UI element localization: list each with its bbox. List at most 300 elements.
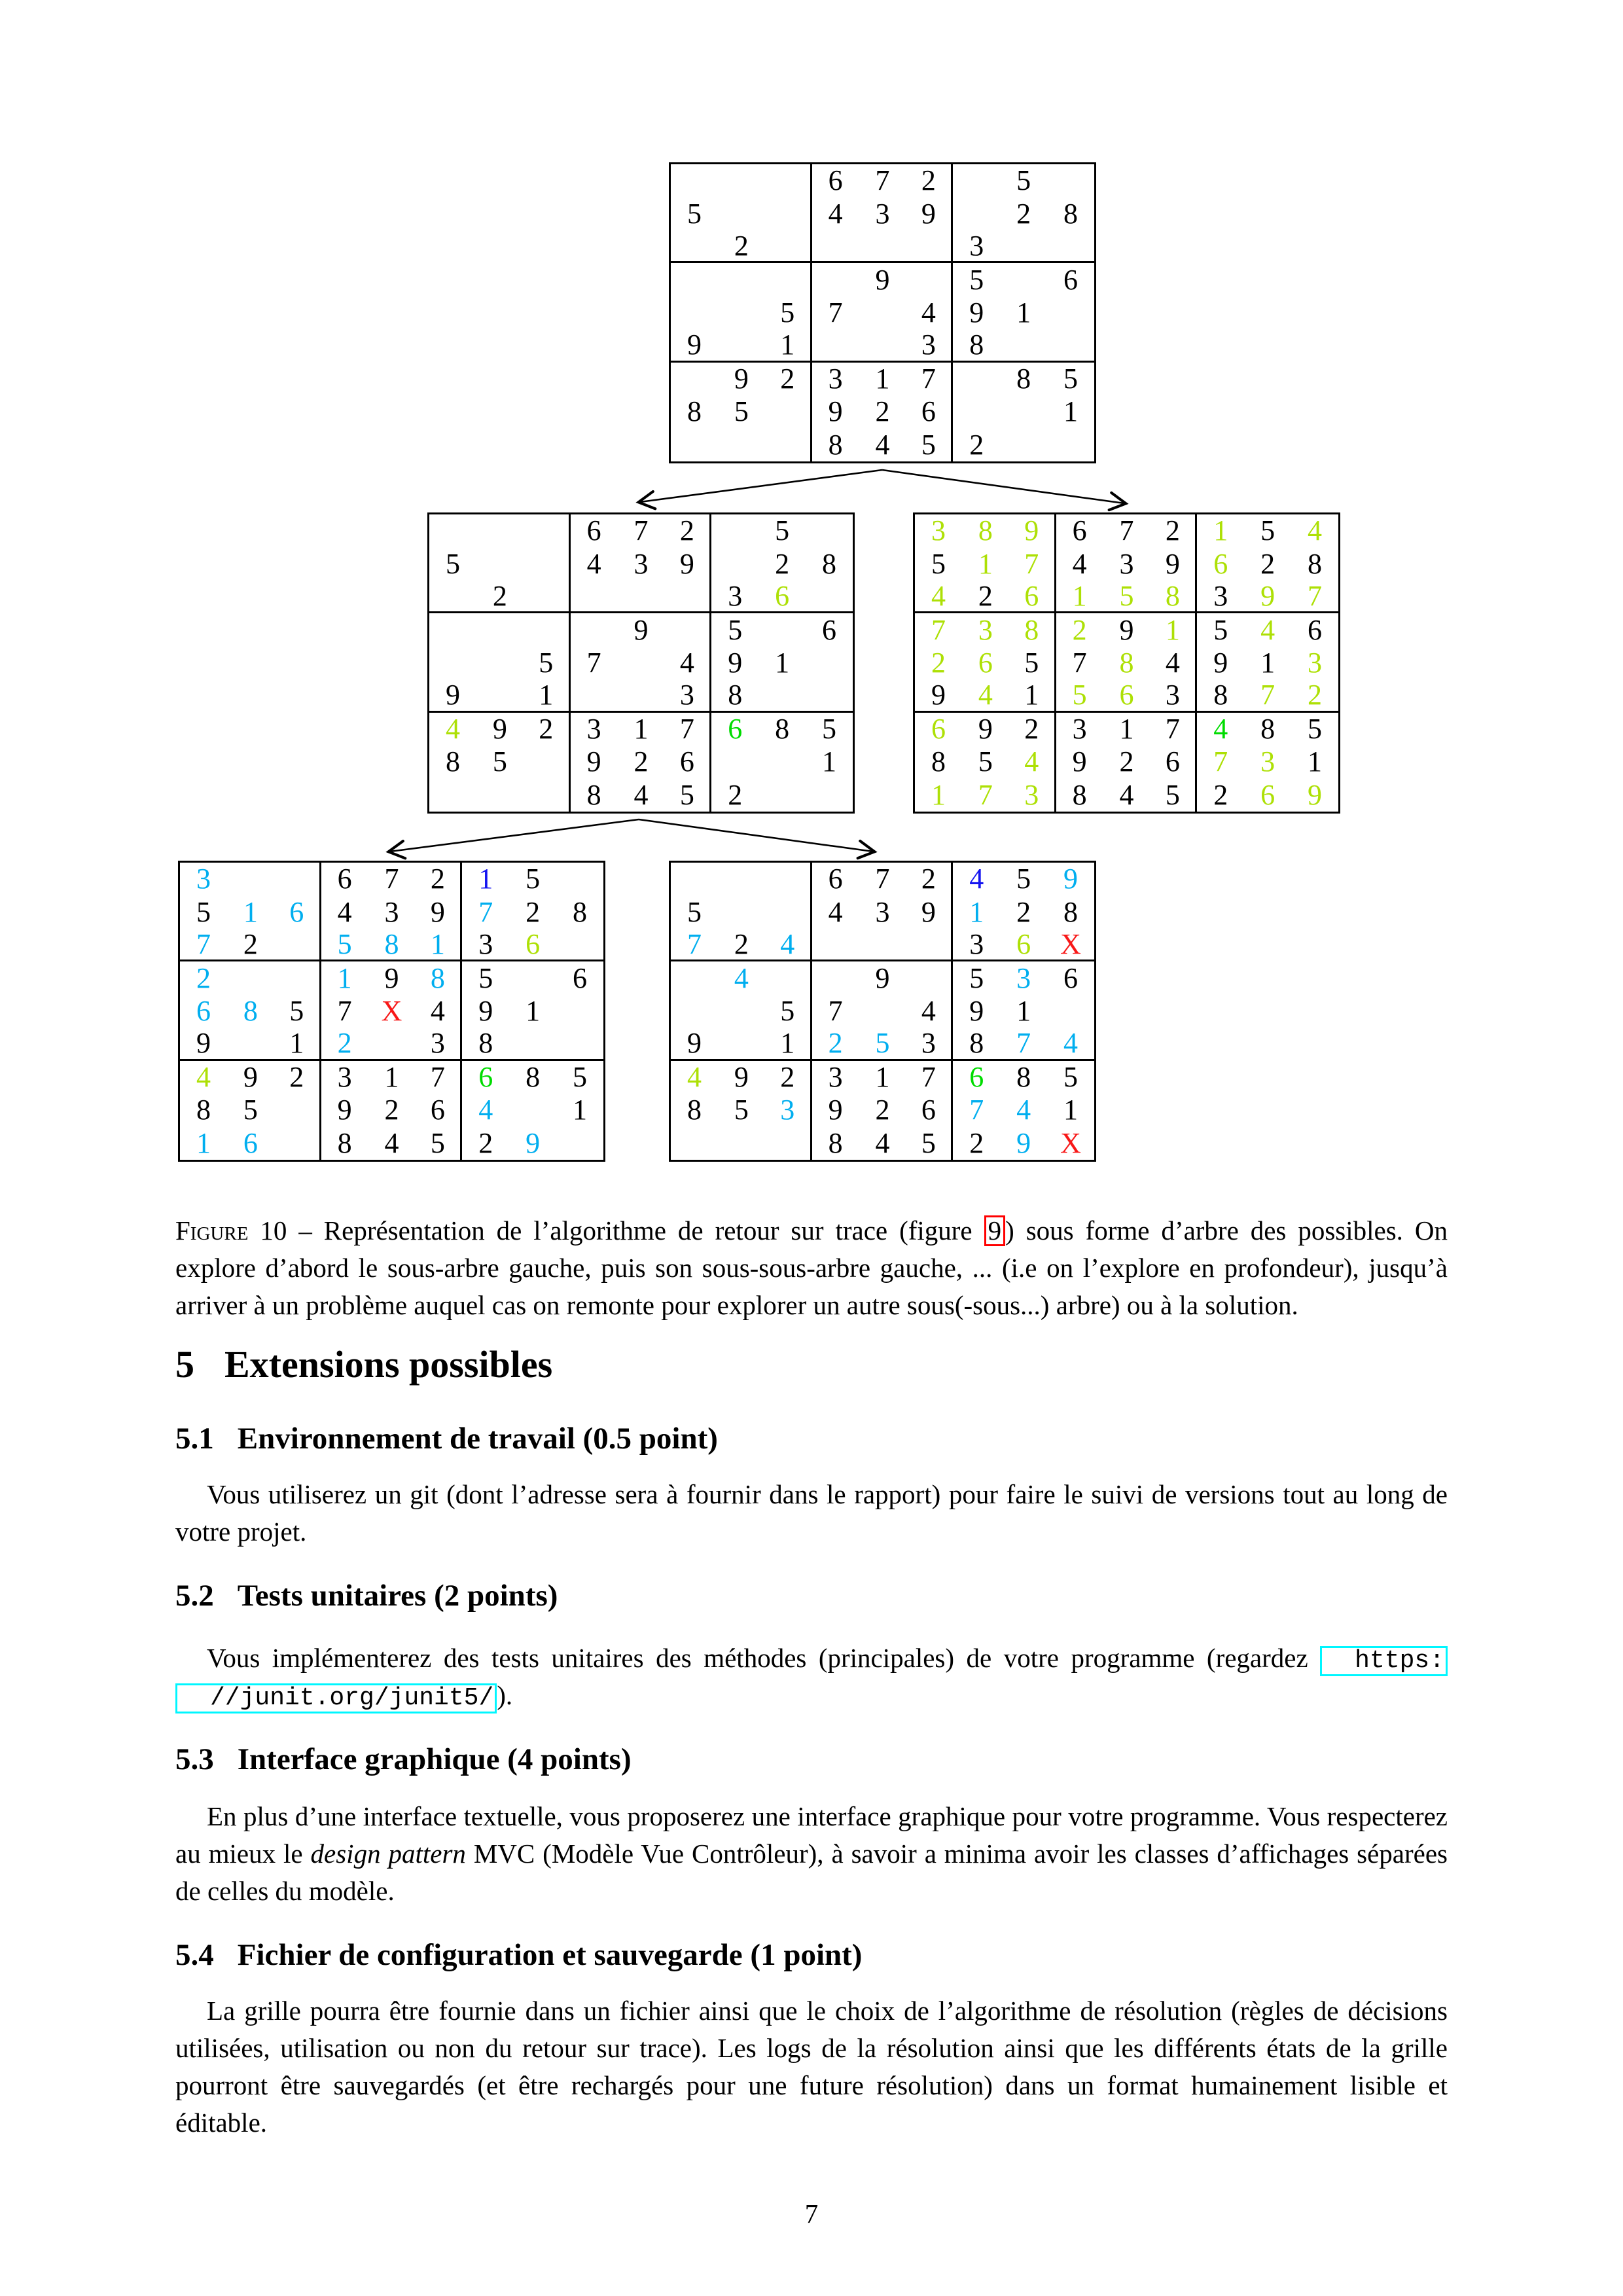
sudoku-cell: 8: [337, 1126, 352, 1159]
sudoku-cell: [571, 679, 618, 712]
sudoku-cell: 9: [969, 994, 984, 1027]
sudoku-cell: 6: [822, 613, 837, 646]
sudoku-cell: 7: [828, 994, 843, 1027]
sudoku-cell: 3: [633, 547, 649, 580]
sudoku-cell: [524, 745, 571, 778]
sudoku-cell: 2: [962, 581, 1009, 613]
sudoku-cell: 2: [321, 1028, 368, 1060]
sudoku-cell: 4: [586, 547, 601, 580]
sudoku-cell: 1: [969, 895, 984, 928]
sudoku-cell: 5: [765, 296, 812, 329]
sudoku-cell: [664, 613, 711, 646]
sudoku-cell: 4: [687, 1060, 702, 1093]
sudoku-cell: 1: [573, 1094, 588, 1126]
sudoku-grid-bottom-right: [669, 861, 1096, 1162]
sudoku-cell: 9: [492, 712, 507, 745]
sudoku-cell: 5: [765, 995, 812, 1028]
sudoku-cell: [953, 363, 1000, 395]
sudoku-cell: 9: [180, 1028, 227, 1060]
sudoku-cell: 9: [906, 895, 953, 928]
sudoku-cell: 4: [478, 1094, 493, 1126]
sudoku-cell: 4: [915, 581, 962, 613]
sudoku-cell: 3: [415, 1028, 462, 1060]
sudoku-cell: [1000, 230, 1047, 263]
sudoku-cell: X: [381, 994, 402, 1027]
sudoku-cell: 9: [1150, 547, 1197, 580]
sudoku-cell: 1: [875, 1060, 890, 1093]
sudoku-cell: 8: [573, 895, 588, 928]
sudoku-cell: [718, 895, 765, 928]
sudoku-cell: 7: [671, 929, 718, 961]
section-number: 5.2: [175, 1579, 214, 1613]
sudoku-cell: 1: [274, 1028, 321, 1060]
sudoku-cell: 8: [953, 329, 1000, 362]
sudoku-cell: 1: [875, 362, 890, 395]
sudoku-cell: 5: [415, 1127, 462, 1160]
sudoku-cell: 7: [1150, 713, 1197, 745]
sudoku-cell: 3: [875, 197, 890, 230]
sudoku-cell: [524, 547, 571, 580]
sudoku-cell: 4: [633, 778, 649, 811]
sudoku-cell: [953, 164, 1000, 197]
sudoku-cell: [1000, 395, 1047, 428]
sudoku-cell: 7: [1291, 581, 1338, 613]
sudoku-cell: [758, 779, 806, 812]
sudoku-cell: 4: [1150, 647, 1197, 679]
sudoku-cell: 8: [1016, 362, 1031, 395]
sudoku-cell: 3: [906, 329, 953, 362]
sudoku-cell: 7: [478, 895, 493, 928]
sudoku-cell: 8: [1308, 547, 1323, 580]
sudoku-cell: [1047, 230, 1094, 263]
sudoku-cell: 3: [337, 1060, 352, 1093]
sudoku-cell: 3: [875, 895, 890, 928]
sudoku-cell: 9: [969, 296, 984, 329]
sudoku-cell: [812, 929, 859, 961]
sudoku-cell: 1: [775, 646, 790, 679]
sudoku-cell: 1: [1016, 296, 1031, 329]
sudoku-cell: 7: [906, 363, 953, 395]
sudoku-cell: [718, 164, 765, 197]
sudoku-cell: 3: [978, 613, 993, 646]
sudoku-cell: 1: [384, 1060, 399, 1093]
sudoku-cell: 6: [758, 581, 806, 613]
sudoku-cell: [429, 514, 476, 547]
sudoku-cell: [671, 995, 718, 1028]
sudoku-cell: 4: [1047, 1028, 1094, 1060]
design-pattern-italic: design pattern: [310, 1839, 466, 1869]
sudoku-cell: 4: [765, 929, 812, 961]
sudoku-cell: 4: [1308, 514, 1323, 547]
sudoku-cell: [556, 929, 603, 961]
sudoku-cell: 1: [931, 778, 946, 811]
sudoku-cell: 2: [875, 395, 890, 428]
sudoku-cell: 9: [415, 895, 462, 928]
sudoku-cell: 7: [906, 1061, 953, 1094]
sudoku-cell: 2: [931, 646, 946, 679]
sudoku-cell: 5: [859, 1028, 906, 1060]
sudoku-cell: 8: [775, 712, 790, 745]
sudoku-cell: 6: [728, 712, 743, 745]
sudoku-cell: 6: [664, 745, 711, 778]
sudoku-cell: 9: [526, 1126, 541, 1159]
sudoku-cell: 8: [196, 1094, 211, 1126]
sudoku-cell: [671, 263, 718, 296]
sudoku-cell: [711, 514, 758, 547]
sudoku-cell: 9: [478, 994, 493, 1027]
sudoku-cell: [718, 197, 765, 230]
sudoku-cell: 5: [931, 547, 946, 580]
sudoku-cell: [429, 613, 476, 646]
sudoku-cell: 3: [1072, 712, 1087, 745]
sudoku-cell: 7: [931, 613, 946, 646]
section-5-3-paragraph: [175, 1798, 1448, 1910]
sudoku-cell: [765, 863, 812, 895]
sudoku-cell: [664, 581, 711, 613]
sudoku-cell: 9: [633, 613, 649, 646]
sudoku-grid-bottom-left: [178, 861, 605, 1162]
sudoku-cell: 1: [1063, 395, 1079, 428]
sudoku-cell: 4: [969, 863, 984, 895]
sudoku-cell: 9: [337, 1094, 352, 1126]
sudoku-cell: [1047, 164, 1094, 197]
sudoku-cell: 3: [664, 679, 711, 712]
sudoku-cell: 5: [969, 263, 984, 296]
sudoku-cell: [274, 863, 321, 895]
paragraph-text: MVC (Modèle Vue Contrôleur), à savoir a minima avoir les classes d’affichages séparées de celles du modèle.: [175, 1839, 1448, 1906]
sudoku-cell: 9: [734, 362, 749, 395]
sudoku-cell: 5: [196, 895, 211, 928]
sudoku-cell: 6: [931, 712, 946, 745]
sudoku-cell: [812, 961, 859, 994]
sudoku-cell: 6: [1063, 961, 1079, 994]
sudoku-cell: 2: [875, 1094, 890, 1126]
sudoku-cell: 7: [978, 778, 993, 811]
sudoku-cell: 5: [775, 514, 790, 547]
sudoku-cell: [906, 230, 953, 263]
sudoku-cell: [953, 197, 1000, 230]
sudoku-cell: [1000, 429, 1047, 461]
sudoku-cell: 7: [337, 994, 352, 1027]
sudoku-cell: [718, 263, 765, 296]
section-5-3-heading: [175, 1742, 1448, 1777]
section-number: 5.3: [175, 1742, 214, 1776]
sudoku-cell: 1: [822, 745, 837, 778]
sudoku-cell: 1: [1150, 613, 1197, 646]
sudoku-cell: 7: [1000, 1028, 1047, 1060]
sudoku-cell: 9: [429, 679, 476, 712]
section-5-heading: [175, 1344, 1448, 1386]
sudoku-cell: 7: [969, 1094, 984, 1126]
sudoku-cell: 7: [633, 514, 649, 547]
sudoku-cell: 1: [978, 547, 993, 580]
sudoku-cell: 5: [1016, 164, 1031, 197]
sudoku-cell: 4: [1213, 712, 1228, 745]
sudoku-cell: 8: [586, 778, 601, 811]
sudoku-cell: X: [1047, 929, 1094, 961]
sudoku-cell: [556, 1028, 603, 1060]
sudoku-cell: 6: [1260, 778, 1275, 811]
section-5-4-heading: [175, 1937, 1448, 1973]
sudoku-cell: [509, 961, 556, 994]
sudoku-cell: 8: [687, 395, 702, 428]
sudoku-cell: 9: [734, 1060, 749, 1093]
sudoku-cell: 4: [734, 961, 749, 994]
sudoku-cell: 6: [337, 863, 352, 895]
sudoku-cell: 5: [906, 1127, 953, 1160]
sudoku-cell: [476, 613, 524, 646]
sudoku-cell: 5: [978, 745, 993, 778]
paragraph-text: Vous implémenterez des tests unitaires des méthodes (principales) de votre programme (regardez: [207, 1643, 1321, 1673]
sudoku-cell: [718, 296, 765, 329]
sudoku-cell: 6: [828, 164, 843, 197]
sudoku-cell: 5: [969, 961, 984, 994]
sudoku-cell: 6: [243, 1126, 258, 1159]
sudoku-cell: 8: [953, 1028, 1000, 1060]
figure-9-reference-link[interactable]: 9: [984, 1215, 1006, 1246]
sudoku-cell: 7: [1244, 679, 1291, 712]
sudoku-cell: [509, 1094, 556, 1126]
sudoku-cell: [718, 863, 765, 895]
sudoku-cell: 1: [1009, 679, 1056, 712]
sudoku-cell: [859, 329, 906, 362]
section-title-text: Environnement de travail (0.5 point): [237, 1422, 718, 1456]
sudoku-cell: [476, 647, 524, 679]
sudoku-cell: [556, 1127, 603, 1160]
sudoku-cell: 2: [1009, 713, 1056, 745]
sudoku-cell: 7: [875, 863, 890, 895]
sudoku-cell: 3: [828, 1060, 843, 1093]
sudoku-cell: [906, 263, 953, 296]
page-number: 7: [804, 2198, 819, 2229]
sudoku-cell: [806, 647, 853, 679]
sudoku-cell: [859, 296, 906, 329]
sudoku-cell: 9: [1016, 1126, 1031, 1159]
sudoku-cell: 6: [586, 514, 601, 547]
sudoku-cell: 3: [1150, 679, 1197, 712]
sudoku-cell: [618, 679, 665, 712]
sudoku-cell: 7: [415, 1061, 462, 1094]
sudoku-cell: 1: [524, 679, 571, 712]
sudoku-cell: 7: [1119, 514, 1134, 547]
sudoku-cell: 1: [1063, 1094, 1079, 1126]
sudoku-cell: 8: [415, 961, 462, 994]
sudoku-cell: 8: [445, 745, 460, 778]
sudoku-cell: 4: [828, 895, 843, 928]
sudoku-cell: 2: [1260, 547, 1275, 580]
sudoku-cell: 5: [524, 647, 571, 679]
sudoku-cell: 7: [828, 296, 843, 329]
sudoku-cell: [618, 647, 665, 679]
sudoku-cell: 9: [915, 679, 962, 712]
sudoku-cell: 6: [478, 1060, 493, 1093]
sudoku-cell: 2: [969, 428, 984, 461]
sudoku-cell: 9: [978, 712, 993, 745]
sudoku-cell: 2: [906, 863, 953, 895]
sudoku-cell: 2: [526, 895, 541, 928]
sudoku-cell: 6: [1072, 514, 1087, 547]
sudoku-cell: 6: [906, 395, 953, 428]
sudoku-cell: [812, 230, 859, 263]
figure-caption-text-after: ) sous forme d’arbre des possibles. On explore d’abord le sous-arbre gauche, puis son sous-sous-arbre gauche, ... (i.e on l’explore en profondeur), jusqu’à arriver à un problème auquel cas on remonte pour explorer un autre sous(-sous...) arbre) ou à la solution.: [175, 1215, 1448, 1320]
sudoku-grid-middle-left: [427, 512, 855, 814]
sudoku-cell: 3: [906, 1028, 953, 1060]
sudoku-cell: 4: [1072, 547, 1087, 580]
section-5-2-paragraph: [175, 1640, 1448, 1714]
sudoku-cell: 4: [196, 1060, 211, 1093]
sudoku-cell: [1000, 263, 1047, 296]
sudoku-cell: 9: [671, 1028, 718, 1060]
junit-url-link[interactable]: https:: [1320, 1646, 1448, 1676]
sudoku-cell: [906, 929, 953, 961]
sudoku-cell: [524, 613, 571, 646]
sudoku-cell: 5: [526, 863, 541, 895]
sudoku-cell: 2: [906, 164, 953, 197]
sudoku-cell: 4: [664, 647, 711, 679]
sudoku-cell: [671, 961, 718, 994]
sudoku-cell: [765, 395, 812, 428]
sudoku-cell: 8: [828, 428, 843, 461]
sudoku-cell: 5: [492, 745, 507, 778]
sudoku-cell: 2: [765, 363, 812, 395]
sudoku-cell: 1: [633, 712, 649, 745]
figure-caption: [175, 1212, 1448, 1324]
sudoku-cell: 2: [384, 1094, 399, 1126]
sudoku-cell: 9: [1009, 514, 1056, 547]
sudoku-cell: 3: [586, 712, 601, 745]
sudoku-cell: 9: [1213, 646, 1228, 679]
sudoku-cell: 2: [478, 1126, 493, 1159]
sudoku-cell: 8: [931, 745, 946, 778]
sudoku-cell: 6: [274, 895, 321, 928]
sudoku-cell: 4: [1016, 1094, 1031, 1126]
sudoku-cell: [718, 1028, 765, 1060]
sudoku-cell: 6: [906, 1094, 953, 1126]
sudoku-cell: 4: [875, 428, 890, 461]
figure-caption-text-before: Représentation de l’algorithme de retour sur trace (figure: [323, 1215, 984, 1246]
sudoku-cell: 5: [478, 961, 493, 994]
sudoku-cell: [859, 995, 906, 1028]
sudoku-cell: [274, 1094, 321, 1126]
sudoku-cell: 3: [1197, 581, 1244, 613]
sudoku-cell: [671, 296, 718, 329]
sudoku-cell: [571, 581, 618, 613]
sudoku-cell: 4: [875, 1126, 890, 1159]
sudoku-cell: [711, 745, 758, 778]
sudoku-cell: 9: [828, 1094, 843, 1126]
sudoku-grid-root: [669, 162, 1096, 463]
sudoku-cell: 4: [906, 296, 953, 329]
sudoku-cell: 8: [1197, 679, 1244, 712]
sudoku-cell: [429, 581, 476, 613]
sudoku-cell: 1: [1260, 646, 1275, 679]
sudoku-cell: [953, 395, 1000, 428]
sudoku-cell: [524, 514, 571, 547]
sudoku-cell: 3: [1016, 961, 1031, 994]
sudoku-cell: 9: [671, 329, 718, 362]
sudoku-cell: 2: [227, 929, 274, 961]
sudoku-cell: 8: [828, 1126, 843, 1159]
sudoku-cell: 1: [765, 1028, 812, 1060]
section-title-text: Extensions possibles: [224, 1343, 553, 1386]
sudoku-cell: 3: [462, 929, 509, 961]
section-5-4-paragraph: La grille pourra être fournie dans un fichier ainsi que le choix de l’algorithme de résolution (règles de décisions utilisées, utilisation ou non du retour sur trace). Les logs de la résolution ainsi que les différents états de la grille pourront être sauvegardés (et être rechargés pour une future résolution) dans un format humainement lisible et éditable.: [175, 1996, 1448, 2138]
sudoku-cell: 8: [978, 514, 993, 547]
sudoku-cell: [274, 961, 321, 994]
sudoku-cell: 8: [1119, 646, 1134, 679]
sudoku-cell: 5: [1260, 514, 1275, 547]
sudoku-cell: 3: [953, 230, 1000, 263]
section-5-2-heading: [175, 1578, 1448, 1613]
sudoku-cell: 1: [196, 1126, 211, 1159]
sudoku-cell: [906, 961, 953, 994]
sudoku-cell: 5: [906, 429, 953, 461]
sudoku-cell: 5: [1213, 613, 1228, 646]
sudoku-cell: [274, 929, 321, 961]
sudoku-cell: 2: [1016, 895, 1031, 928]
sudoku-cell: [618, 581, 665, 613]
sudoku-cell: [671, 230, 718, 263]
sudoku-cell: 4: [962, 679, 1009, 712]
sudoku-cell: 4: [1260, 613, 1275, 646]
sudoku-cell: [806, 779, 853, 812]
sudoku-cell: 9: [664, 547, 711, 580]
sudoku-cell: 3: [1009, 779, 1056, 812]
sudoku-grid-middle-right: [913, 512, 1340, 814]
sudoku-cell: 5: [1009, 647, 1056, 679]
sudoku-cell: [274, 1127, 321, 1160]
sudoku-cell: 8: [526, 1060, 541, 1093]
sudoku-cell: 6: [196, 994, 211, 1027]
sudoku-cell: 4: [906, 995, 953, 1028]
sudoku-cell: 2: [664, 514, 711, 547]
sudoku-cell: 2: [196, 961, 211, 994]
sudoku-cell: [765, 230, 812, 263]
sudoku-cell: 5: [728, 613, 743, 646]
sudoku-cell: [718, 429, 765, 461]
sudoku-cell: 6: [828, 863, 843, 895]
sudoku-cell: 2: [1213, 778, 1228, 811]
sudoku-cell: 7: [664, 713, 711, 745]
sudoku-cell: [524, 779, 571, 812]
sudoku-cell: [524, 581, 571, 613]
paragraph-text: En plus d’une interface textuelle, vous proposerez une interface graphique pour votre programme. Vous respecterez au mieux le: [175, 1801, 1448, 1869]
sudoku-cell: 5: [1016, 863, 1031, 895]
sudoku-cell: 2: [1016, 197, 1031, 230]
sudoku-cell: 6: [509, 929, 556, 961]
text-column: [175, 1212, 1448, 2142]
sudoku-cell: [671, 363, 718, 395]
sudoku-cell: 5: [274, 995, 321, 1028]
sudoku-cell: 9: [906, 197, 953, 230]
section-title-text: Interface graphique (4 points): [237, 1742, 632, 1776]
sudoku-cell: 2: [728, 778, 743, 811]
sudoku-cell: 5: [1056, 679, 1103, 712]
sudoku-cell: 2: [812, 1028, 859, 1060]
sudoku-cell: 2: [1291, 679, 1338, 712]
sudoku-cell: 2: [633, 745, 649, 778]
sudoku-cell: 6: [415, 1094, 462, 1126]
sudoku-cell: 4: [415, 995, 462, 1028]
sudoku-cell: 6: [573, 961, 588, 994]
sudoku-cell: 6: [1009, 581, 1056, 613]
junit-url-link[interactable]: //junit.org/junit5/: [175, 1683, 497, 1713]
sudoku-cell: [429, 647, 476, 679]
sudoku-cell: 9: [875, 961, 890, 994]
sudoku-cell: [227, 1028, 274, 1060]
section-5-1-heading: [175, 1421, 1448, 1456]
sudoku-cell: 9: [384, 961, 399, 994]
